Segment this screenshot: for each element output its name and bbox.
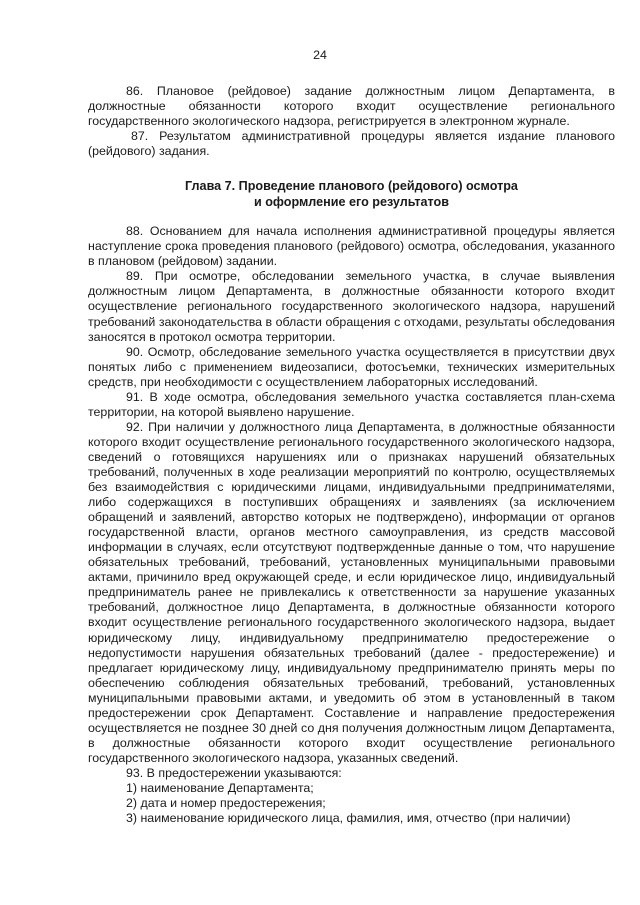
list-item-2: 2) дата и номер предостережения; [126,796,326,811]
paragraph-88: 88. Основанием для начала исполнения административной процедуры является наступление срока проведения планового (рейдового) осмотра, обследования, указанного в плановом (рейдовом) задании. [88,224,615,269]
chapter-heading-line-2: и оформление его результатов [253,194,449,209]
paragraph-87: 87. Результатом административной процедуры является издание планового (рейдового) задания. [88,129,615,159]
list-item-3: 3) наименование юридического лица, фамилия, имя, отчество (при наличии) [126,811,571,826]
chapter-heading-line-1: Глава 7. Проведение планового (рейдового) осмотра [185,179,518,194]
paragraph-86: 86. Плановое (рейдовое) задание должностным лицом Департамента, в должностные обязанности которого входит осуществление регионального государственного экологического надзора, регистрируется в электронном журнале. [88,84,615,129]
paragraph-89: 89. При осмотре, обследовании земельного участка, в случае выявления должностным лицом Департамента, в должностные обязанности которого входит осуществление регионального государственного экологического надзора, нарушений требований законодательства в области обращения с отходами, результаты обследования заносятся в протокол осмотра территории. [88,269,615,344]
paragraph-93: 93. В предостережении указываются: [126,765,342,780]
paragraph-90: 90. Осмотр, обследование земельного участка осуществляется в присутствии двух понятых либо с применением видеозаписи, фотосъемки, технических измерительных средств, при необходимости с осуществлением лабораторных исследований. [88,344,615,389]
paragraph-92: 92. При наличии у должностного лица Департамента, в должностные обязанности которого входит осуществление регионального государственного экологического надзора, сведений о готовящихся нарушениях или о признаках нарушений обязательных требований, полученных в ходе реализации мероприятий по контролю, осуществляемых без взаимодействия с юридическими лицами, индивидуальными предпринимателями, либо содержащихся в поступивших обращениях и заявлениях (за исключением обращений и заявлений, авторство которых не подтверждено), информации от органов государственной власти, органов местного самоуправления, из средств массовой информации в случаях, если отсутствуют подтвержденные данные о том, что нарушение обязательных требований, требований, установленных муниципальными правовыми актами, причинило вред окружающей среде, и если юридическое лицо, индивидуальный предприниматель ранее не привлекались к ответственности за нарушение указанных требований, должностное лицо Департамента, в должностные обязанности которого входит осуществление регионального государственного экологического надзора, выдает юридическому лицу, индивидуальному предпринимателю предостережение о недопустимости нарушения обязательных требований (далее - предостережение) и предлагает юридическому лицу, индивидуальному предпринимателю принять меры по обеспечению соблюдения обязательных требований, требований, установленных муниципальными правовыми актами, и уведомить об этом в установленный в таком предостережении срок Департамент. Составление и направление предостережения осуществляется не позднее 30 дней со дня получения должностным лицом Департамента, в должностные обязанности которого входит осуществление регионального государственного экологического надзора, указанных сведений. [88,419,615,765]
paragraph-91: 91. В ходе осмотра, обследования земельного участка составляется план-схема территории, на которой выявлено нарушение. [88,389,615,419]
document-body [88,84,615,826]
chapter-heading [88,179,615,210]
page-number: 24 [313,48,327,62]
list-item-1: 1) наименование Департамента; [126,780,314,795]
